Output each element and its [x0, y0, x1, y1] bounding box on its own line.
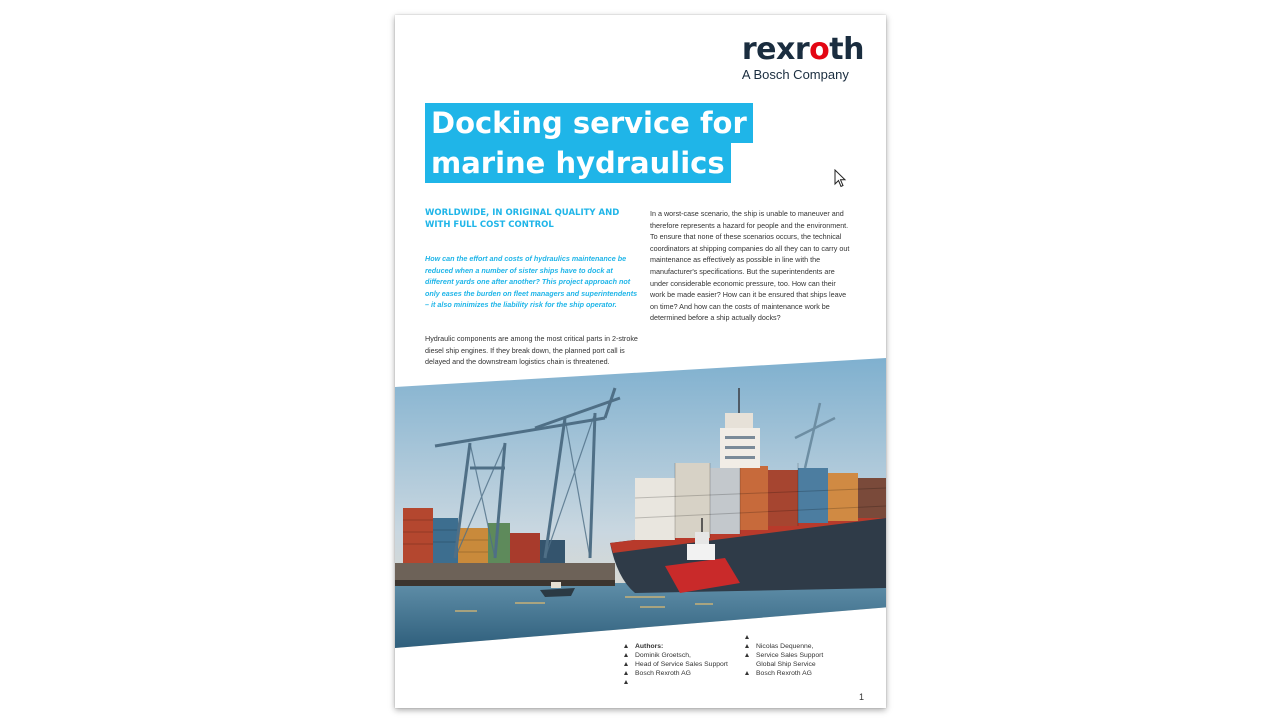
body-paragraph-right: In a worst-case scenario, the ship is unable to maneuver and therefore represents a hazard for people and the environment. To ensure that none of these scenarios occurs, the technical coordinators at shipping companies do all they can to carry out maintenance as effectively as possible in line with the manufacturer's specifications. But the superintendents are under considerable economic pressure, too. How can their work be made easier? How can it be ensured that ships leave on time? And how can the costs of maintenance work be determined before a ship actually docks? [650, 209, 850, 323]
lead-paragraph: How can the effort and costs of hydraulics maintenance be reduced when a number of sister ships have to dock at different yards one after another? This project approach not only eases the burden on fleet managers and superintendents – it also minimizes the liability risk for the ship operator. [425, 254, 638, 310]
bullet-triangle-icon [745, 653, 749, 657]
bullet-triangle-icon [624, 671, 628, 675]
logo-wordmark: rexroth [741, 32, 864, 67]
author-line: Global Ship Service [756, 661, 816, 668]
bullet-triangle-icon [624, 653, 628, 657]
bullet-triangle-icon [745, 635, 749, 639]
bullet-triangle-icon [745, 671, 749, 675]
title-line-1: Docking service for [425, 103, 753, 143]
author-line: Dominik Groetsch, [624, 651, 728, 660]
section-subheading: WORLDWIDE, IN ORIGINAL QUALITY AND WITH FULL COST CONTROL [425, 208, 620, 230]
bullet-triangle-icon [624, 680, 628, 684]
mouse-pointer-icon [834, 169, 848, 189]
page-title [425, 103, 753, 183]
author-line: Service Sales Support [745, 651, 823, 660]
bullet-triangle-icon [624, 644, 628, 648]
author-line-empty [624, 678, 728, 687]
authors-column-left [624, 642, 728, 687]
authors-heading: Authors: [624, 642, 728, 651]
bullet-triangle-icon [624, 662, 628, 666]
bullet-triangle-icon [745, 644, 749, 648]
author-line: Bosch Rexroth AG [745, 669, 823, 678]
container-port-image [395, 358, 886, 648]
authors-column-right [745, 633, 823, 678]
body-paragraph-left: Hydraulic components are among the most critical parts in 2-stroke diesel ship engines. If they break down, the planned port call is delayed and the downstream logistics chain is threatened. [425, 334, 638, 367]
port-photo [395, 358, 886, 648]
author-line: Head of Service Sales Support [624, 660, 728, 669]
title-line-2: marine hydraulics [425, 143, 731, 183]
document-page [395, 15, 886, 708]
page-number: 1 [858, 692, 864, 702]
rexroth-logo [742, 34, 864, 82]
author-line: Bosch Rexroth AG [624, 669, 728, 678]
author-line-empty [745, 633, 823, 642]
author-line: Nicolas Dequenne, [745, 642, 823, 651]
logo-tagline: A Bosch Company [741, 67, 849, 82]
